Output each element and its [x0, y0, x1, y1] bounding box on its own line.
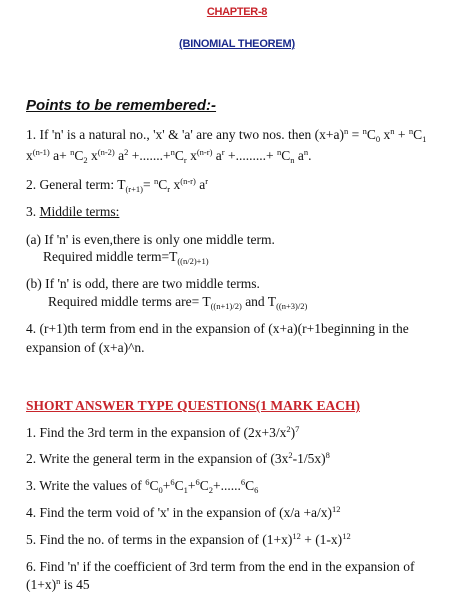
point-a-line-2: Required middle $term=T_{((n/2)+1)}$	[43, 249, 209, 266]
question-3: 3. Write the values of $^6C_0+^6C_1+^6C_2+......^6C_6$	[26, 477, 259, 495]
point-a-line-1: (a) If 'n' is even,there is only one middle term.	[26, 232, 275, 247]
point-3: 3. Middile terms:	[26, 204, 120, 219]
short-answer-heading: SHORT ANSWER TYPE QUESTIONS(1 MARK EACH)	[26, 398, 360, 413]
chapter-heading: CHAPTER-8	[206, 6, 268, 18]
question-1: 1. Find the 3rd term in the expansion of $(2x+3/x^2)^7$	[26, 424, 300, 440]
question-6-line-2: $(1+x)^n$ is 45	[26, 576, 90, 592]
point-b-line-2: Required middle terms $are= T_{((n+1)/2)}$ and $T_{((n+3)/2)}$	[48, 294, 308, 311]
question-4: 4. Find the term void of 'x' in the expansion of $(x/a +a/x)^{12}$	[26, 504, 341, 520]
point-4-line-1: 4. (r+1)th term from end in the expansion of (x+a)(r+1beginning in the	[26, 321, 409, 336]
question-2: 2. Write the general term in the expansion of $(3x^2-1/5x)^8$	[26, 450, 330, 466]
question-5: 5. Find the no. of terms in the expansion of $(1+x)^{12} + (1-x)^{12}$	[26, 531, 351, 547]
point-1-line-2: $x^{(n-1)}$ $a+ ^nC_2$ $x^{(n-2)}$ $a^2 +.......+^nC_r$ $x^{(n-r)}$ $a^r$ +.........+ $^nC_n$ $a^n$.	[26, 147, 312, 165]
point-1-line-1: 1. If 'n' is a natural no., 'x' & 'a' are any two nos. then $(x+a)^n = ^nC_0$ $x^n + ^nC_1$	[26, 126, 427, 144]
point-b-line-1: (b) If 'n' is odd, there are two middle terms.	[26, 276, 260, 291]
point-4-line-2: expansion of (x+a)^n.	[26, 340, 145, 355]
point-2: 2. General term: $T_{(r+1)}= ^nC_r$ $x^{(n-r)}$ $a^r$	[26, 176, 209, 194]
question-6-line-1: 6. Find 'n' if the coefficient of 3rd term from the end in the expansion of	[26, 559, 415, 574]
chapter-title: (BINOMIAL THEOREM)	[179, 38, 295, 50]
points-heading: Points to be remembered:-	[26, 97, 217, 114]
